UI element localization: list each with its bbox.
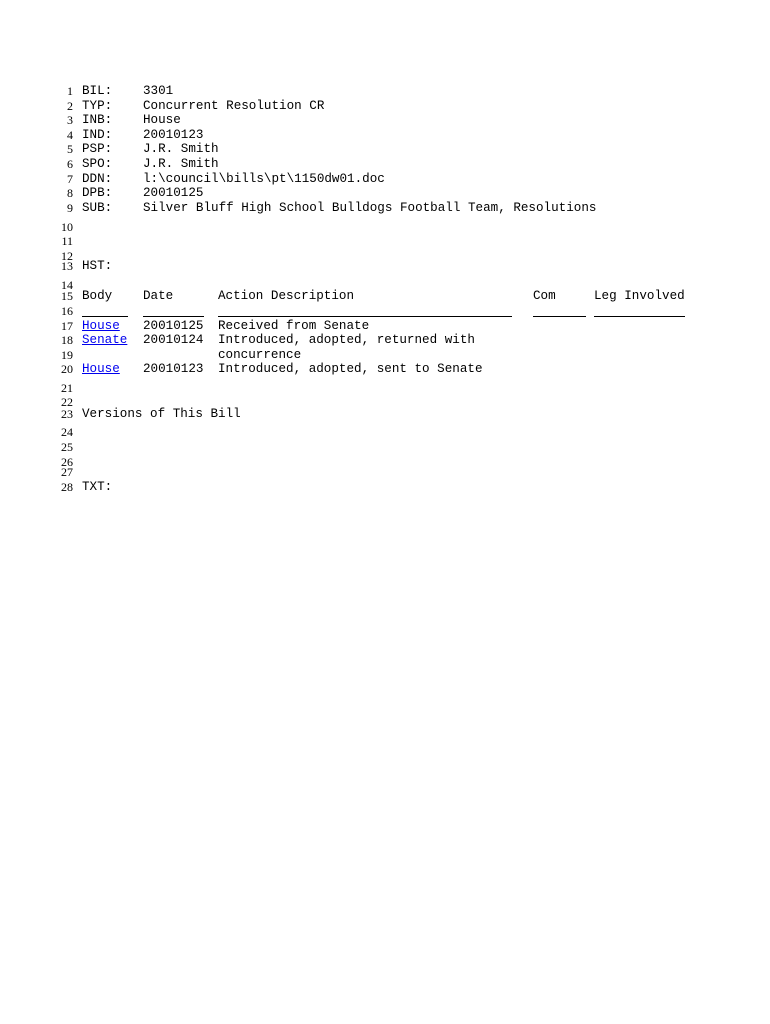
divider [82, 316, 128, 317]
line-number: 28 [61, 480, 73, 494]
field-value-psp: J.R. Smith [143, 142, 219, 156]
line-number: 21 [61, 381, 73, 395]
history-date: 20010124 [143, 333, 204, 347]
history-body-link[interactable]: House [82, 319, 120, 333]
field-label-psp: PSP: [82, 142, 113, 156]
line-number: 4 [67, 128, 73, 142]
history-action: Received from Senate [218, 319, 370, 333]
history-action: Introduced, adopted, sent to Senate [218, 362, 483, 376]
line-number: 19 [61, 348, 73, 362]
history-header-com: Com [533, 289, 556, 303]
history-header-leg: Leg Involved [594, 289, 685, 303]
field-label-typ: TYP: [82, 99, 113, 113]
line-number: 16 [61, 304, 73, 318]
line-number: 7 [67, 172, 73, 186]
history-date: 20010123 [143, 362, 204, 376]
field-label-sub: SUB: [82, 201, 113, 215]
field-label-ddn: DDN: [82, 172, 113, 186]
line-number: 6 [67, 157, 73, 171]
field-label-bil: BIL: [82, 84, 113, 98]
line-number: 27 [61, 465, 73, 479]
line-number: 24 [61, 425, 73, 439]
divider [143, 316, 204, 317]
line-number: 17 [61, 319, 73, 333]
field-value-typ: Concurrent Resolution CR [143, 99, 325, 113]
field-label-spo: SPO: [82, 157, 113, 171]
line-number: 18 [61, 333, 73, 347]
line-number: 9 [67, 201, 73, 215]
line-number: 12 [61, 249, 73, 263]
field-value-sub: Silver Bluff High School Bulldogs Football Team, Resolutions [143, 201, 597, 215]
field-value-dpb: 20010125 [143, 186, 204, 200]
line-number: 14 [61, 278, 73, 292]
divider [218, 316, 512, 317]
field-value-spo: J.R. Smith [143, 157, 219, 171]
history-body-link[interactable]: House [82, 362, 120, 376]
field-value-ddn: l:\council\bills\pt\1150dw01.doc [143, 172, 385, 186]
line-number: 26 [61, 455, 73, 469]
history-action: Introduced, adopted, returned with [218, 333, 475, 347]
field-value-ind: 20010123 [143, 128, 204, 142]
history-body-link[interactable]: Senate [82, 333, 128, 347]
line-number: 10 [61, 220, 73, 234]
history-label: HST: [82, 259, 113, 273]
line-number: 15 [61, 289, 73, 303]
line-number: 11 [61, 234, 73, 248]
divider [594, 316, 685, 317]
line-number: 13 [61, 259, 73, 273]
history-header-body: Body [82, 289, 113, 303]
line-number: 8 [67, 186, 73, 200]
field-value-inb: House [143, 113, 181, 127]
line-number: 1 [67, 84, 73, 98]
line-number: 5 [67, 142, 73, 156]
history-header-date: Date [143, 289, 174, 303]
history-action-continued: concurrence [218, 348, 302, 362]
field-label-dpb: DPB: [82, 186, 113, 200]
line-number: 2 [67, 99, 73, 113]
versions-heading: Versions of This Bill [82, 407, 241, 421]
line-number: 20 [61, 362, 73, 376]
divider [533, 316, 586, 317]
history-date: 20010125 [143, 319, 204, 333]
text-label: TXT: [82, 480, 113, 494]
line-number: 25 [61, 440, 73, 454]
field-label-ind: IND: [82, 128, 113, 142]
line-number: 3 [67, 113, 73, 127]
line-number: 23 [61, 407, 73, 421]
line-number: 22 [61, 395, 73, 409]
field-value-bil: 3301 [143, 84, 174, 98]
history-header-action: Action Description [218, 289, 355, 303]
field-label-inb: INB: [82, 113, 113, 127]
